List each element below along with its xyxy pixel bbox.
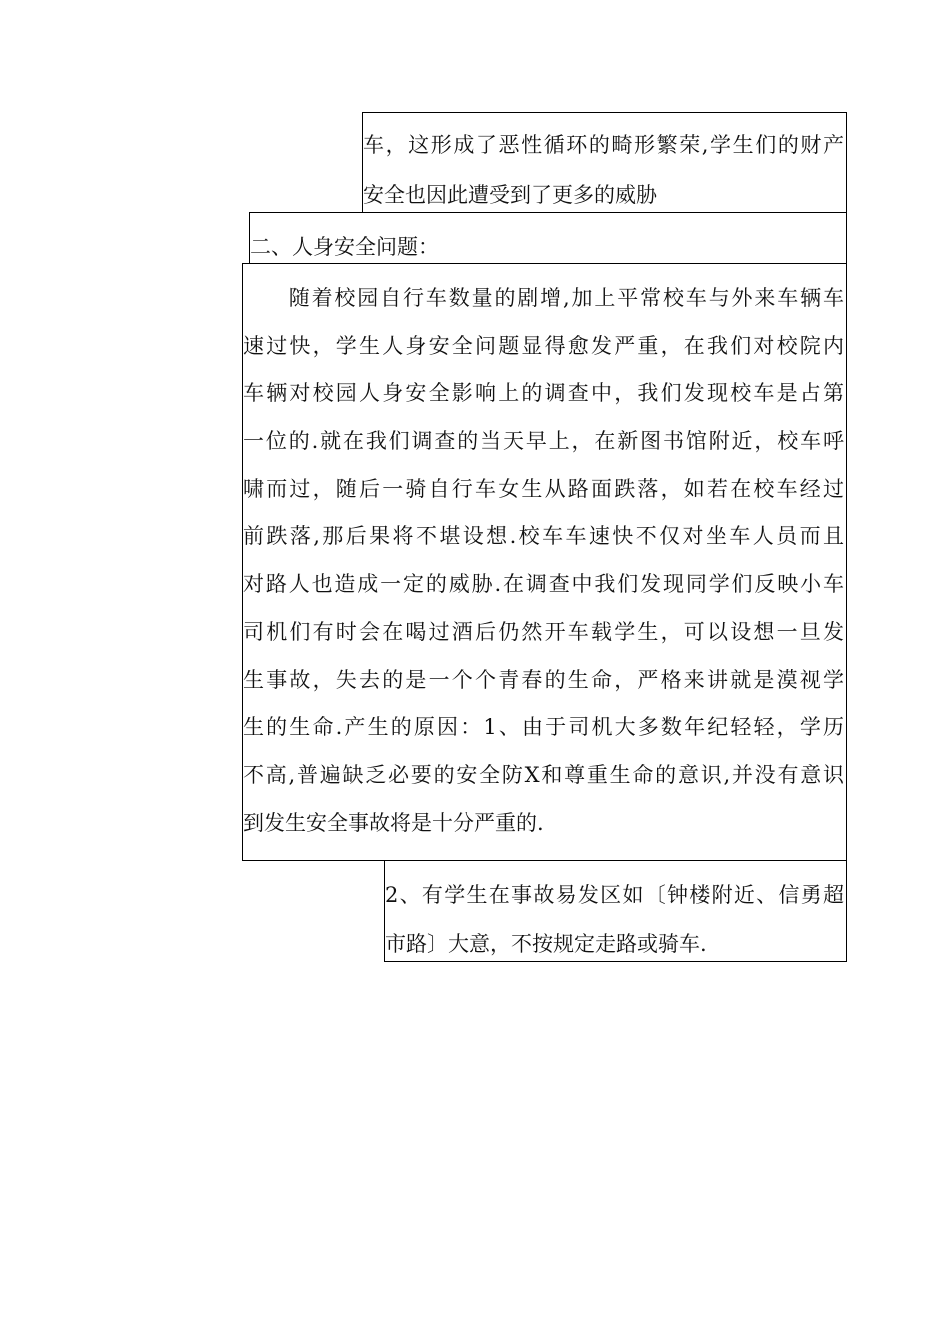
section-heading: 二、人身安全问题： — [250, 235, 439, 259]
text-line: 车，这形成了恶性循环的畸形繁荣,学生们的财产 — [363, 133, 844, 157]
text-line: 对路人也造成一定的威胁.在调查中我们发现同学们反映小车 — [243, 572, 844, 596]
text-line: 前跌落,那后果将不堪设想.校车车速快不仅对坐车人员而且 — [243, 524, 844, 548]
continuation-text-box — [362, 112, 847, 213]
text-line: 司机们有时会在喝过酒后仍然开车载学生，可以设想一旦发 — [243, 620, 844, 644]
text-line: 随着校园自行车数量的剧增,加上平常校车与外来车辆车 — [243, 286, 844, 310]
item-two-box — [384, 860, 847, 962]
text-line: 车辆对校园人身安全影响上的调查中，我们发现校车是占第 — [243, 381, 844, 405]
text-line: 市路〕大意，不按规定走路或骑车. — [385, 932, 707, 956]
section-heading-box — [249, 212, 847, 264]
main-paragraph-box — [242, 263, 847, 861]
text-line: 啸而过，随后一骑自行车女生从路面跌落，如若在校车经过 — [243, 477, 844, 501]
text-line: 2、有学生在事故易发区如〔钟楼附近、信勇超 — [385, 883, 844, 907]
text-line: 不高,普遍缺乏必要的安全防X和尊重生命的意识,并没有意识 — [243, 763, 844, 787]
text-line: 生事故，失去的是一个个青春的生命，严格来讲就是漠视学 — [243, 668, 844, 692]
text-line: 安全也因此遭受到了更多的威胁 — [363, 183, 657, 207]
text-line: 到发生安全事故将是十分严重的. — [243, 811, 544, 835]
text-line: 一位的.就在我们调查的当天早上，在新图书馆附近，校车呼 — [243, 429, 844, 453]
text-line: 速过快，学生人身安全问题显得愈发严重，在我们对校院内 — [243, 334, 844, 358]
text-line: 生的生命.产生的原因：1、由于司机大多数年纪轻轻，学历 — [243, 715, 844, 739]
